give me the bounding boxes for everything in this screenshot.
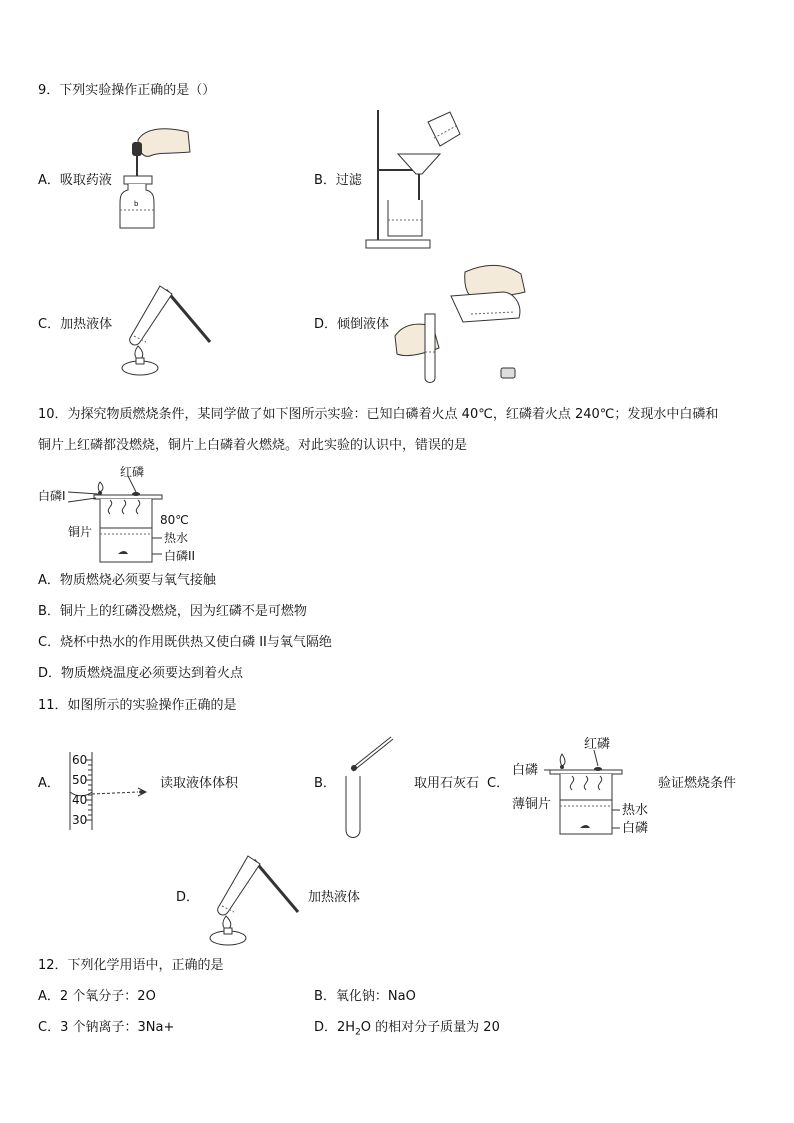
q11-option-d-label: D．: [176, 890, 200, 905]
q11-tick-60: 60: [72, 753, 88, 767]
q11-figure-d-heating: [200, 850, 305, 948]
q10-option-c: C．烧杯中热水的作用既供热又使白磷 II与氧气隔绝: [38, 635, 332, 650]
q11-tick-50: 50: [72, 773, 88, 787]
q12-option-b: B．氧化钠：NaO: [314, 989, 416, 1004]
q10-label-white-phosphorus-1: 白磷Ⅰ: [38, 489, 66, 503]
svg-text:b: b: [134, 200, 139, 208]
q9-figure-c-heating: [112, 280, 217, 380]
q12-option-d-prefix: D．2H: [314, 1020, 356, 1035]
q11-c-label-red-phosphorus: 红磷: [584, 737, 611, 752]
q10-label-white-phosphorus-2: 白磷ⅠI: [164, 549, 196, 563]
q10-figure-combustion-setup: [38, 462, 228, 570]
q11-figure-b-test-tube-stone: [338, 730, 398, 840]
q9-option-a: A．吸取药液: [38, 173, 112, 188]
q12-option-c: C．3 个钠离子：3Na+: [38, 1020, 175, 1035]
q11-stem: 11．如图所示的实验操作正确的是: [38, 698, 237, 713]
q11-option-b-text: 取用石灰石: [414, 776, 480, 791]
q10-option-d: D．物质燃烧温度必须要达到着火点: [38, 666, 244, 681]
q9-option-c: C．加热液体: [38, 317, 113, 332]
q10-label-hot-water: 热水: [164, 531, 189, 545]
q9-figure-b-filtration: [360, 108, 470, 253]
q9-option-d: D．倾倒液体: [314, 317, 390, 332]
q10-label-copper: 铜片: [68, 525, 93, 539]
q12-stem: 12．下列化学用语中，正确的是: [38, 958, 224, 973]
q11-option-b-label: B．: [314, 776, 336, 791]
q11-tick-30: 30: [72, 813, 88, 827]
q9-figure-a-dropper-bottle: [110, 118, 200, 233]
q10-option-a: A．物质燃烧必须要与氧气接触: [38, 573, 216, 588]
q11-option-c-text: 验证燃烧条件: [658, 776, 737, 791]
q9-option-b: B．过滤: [314, 173, 362, 188]
q11-figure-a-graduated-cylinder: [66, 748, 156, 834]
q11-figure-c-combustion-setup: [510, 732, 660, 838]
q11-option-c-label: C．: [487, 776, 510, 791]
q10-stem-line1: 10．为探究物质燃烧条件，某同学做了如下图所示实验：已知白磷着火点 40℃，红磷着火点 240℃；发现水中白磷和: [38, 407, 719, 422]
q11-tick-40: 40: [72, 793, 88, 807]
q11-c-label-white-phosphorus-2: 白磷: [622, 821, 649, 836]
q11-option-d-text: 加热液体: [308, 890, 361, 905]
q9-figure-d-pouring: [393, 262, 533, 387]
q12-option-a: A．2 个氧分子：2O: [38, 989, 156, 1004]
q12-option-d-suffix: O 的相对分子质量为 20: [360, 1020, 500, 1035]
q10-stem-line2: 铜片上红磷都没燃烧，铜片上白磷着火燃烧。对此实验的认识中，错误的是: [38, 438, 468, 453]
q11-c-label-copper: 薄铜片: [512, 797, 552, 812]
q10-label-temp: 80℃: [160, 513, 189, 527]
q11-option-a-text: 读取液体体积: [160, 776, 239, 791]
q10-option-b: B．铜片上的红磷没燃烧，因为红磷不是可燃物: [38, 604, 307, 619]
q10-label-red-phosphorus: 红磷: [120, 465, 145, 479]
q12-option-d: [314, 1020, 500, 1041]
q11-c-label-white-phosphorus: 白磷: [512, 763, 539, 778]
q11-c-label-hot-water: 热水: [622, 803, 649, 818]
q11-option-a-label: A．: [38, 776, 60, 791]
q9-stem: 9．下列实验操作正确的是（）: [38, 83, 216, 98]
q12-option-d-subscript: 2: [355, 1027, 361, 1038]
